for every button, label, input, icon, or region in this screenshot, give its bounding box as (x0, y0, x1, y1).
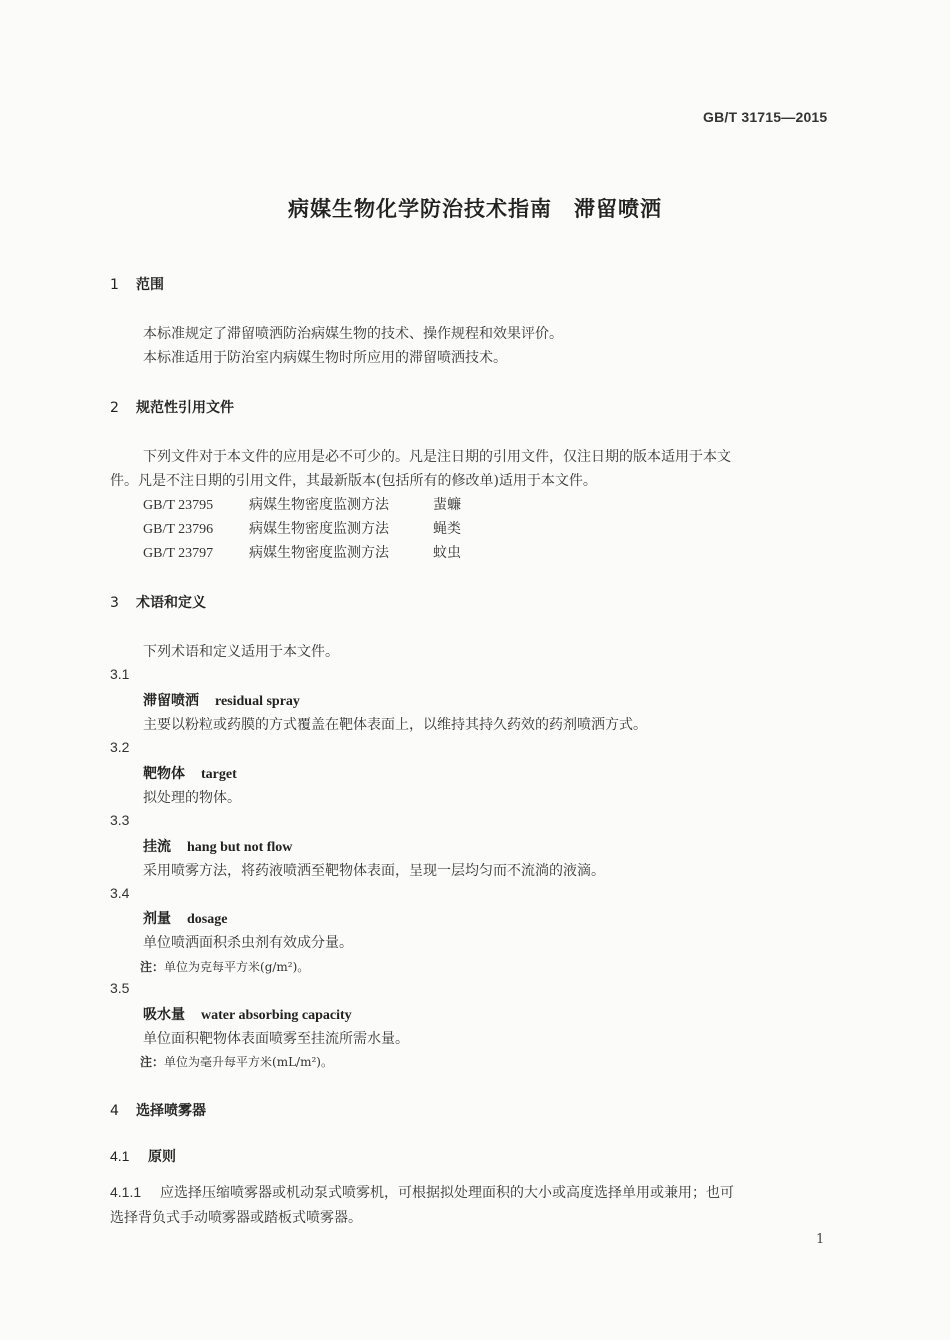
page-number: 1 (816, 1232, 825, 1247)
note-text: 单位为毫升每平方米(mL/m²)。 (164, 1055, 333, 1069)
reference-target: 蝇类 (433, 521, 461, 537)
section-title: 规范性引用文件 (136, 400, 234, 416)
section-4-heading (110, 1100, 206, 1120)
clause-continuation: 选择背负式手动喷雾器或踏板式喷雾器。 (110, 1210, 362, 1226)
paragraph: 件。凡是不注日期的引用文件，其最新版本(包括所有的修改单)适用于本文件。 (110, 473, 597, 489)
term-definition: 拟处理的物体。 (143, 790, 241, 806)
clause-line (110, 1182, 734, 1202)
document-title: 病媒生物化学防治技术指南 滞留喷洒 (288, 197, 662, 221)
term-en: residual spray (215, 694, 300, 709)
section-number: 1 (110, 277, 119, 293)
section-title: 术语和定义 (136, 595, 206, 611)
section-title: 范围 (136, 277, 164, 293)
section-3-heading (110, 592, 206, 612)
term-en: water absorbing capacity (201, 1008, 352, 1023)
reference-name: 病媒生物密度监测方法 (249, 545, 389, 561)
section-1-heading (110, 274, 164, 294)
reference-name: 病媒生物密度监测方法 (249, 521, 389, 537)
term-number: 3.2 (110, 739, 130, 755)
reference-name: 病媒生物密度监测方法 (249, 497, 389, 513)
subsection-heading (110, 1146, 176, 1166)
term-zh: 吸水量 (143, 1007, 185, 1023)
term-definition: 单位面积靶物体表面喷雾至挂流所需水量。 (143, 1031, 409, 1047)
normative-reference (143, 494, 461, 514)
note-label: 注： (140, 1055, 165, 1069)
section-number: 2 (110, 400, 119, 416)
normative-reference (143, 542, 461, 562)
term-en: target (201, 767, 237, 782)
paragraph: 本标准规定了滞留喷洒防治病媒生物的技术、操作规程和效果评价。 (143, 326, 563, 342)
clause-text: 应选择压缩喷雾器或机动泵式喷雾机，可根据拟处理面积的大小或高度选择单用或兼用；也可 (160, 1185, 734, 1201)
reference-target: 蚊虫 (433, 545, 461, 561)
term-heading (143, 836, 292, 856)
term-number: 3.4 (110, 885, 130, 901)
normative-reference (143, 518, 461, 538)
term-en: hang but not flow (187, 840, 293, 855)
term-heading (143, 763, 237, 783)
term-heading (143, 690, 300, 710)
reference-code: GB/T 23796 (143, 522, 214, 537)
term-number: 3.3 (110, 812, 130, 828)
clause-number: 4.1.1 (110, 1184, 142, 1200)
term-note (140, 958, 309, 975)
section-2-heading (110, 397, 234, 417)
note-text: 单位为克每平方米(g/m²)。 (164, 960, 310, 974)
reference-code: GB/T 23797 (143, 546, 214, 561)
term-number: 3.1 (110, 666, 130, 682)
term-heading (143, 908, 227, 928)
section-number: 4 (110, 1103, 119, 1119)
reference-code: GB/T 23795 (143, 498, 214, 513)
term-definition: 采用喷雾方法，将药液喷洒至靶物体表面，呈现一层均匀而不流淌的液滴。 (143, 863, 605, 879)
subsection-number: 4.1 (110, 1148, 130, 1164)
term-definition: 单位喷洒面积杀虫剂有效成分量。 (143, 935, 353, 951)
term-note (140, 1053, 333, 1070)
term-en: dosage (187, 912, 228, 927)
term-heading (143, 1004, 352, 1024)
term-zh: 剂量 (143, 911, 171, 927)
paragraph: 下列术语和定义适用于本文件。 (143, 644, 339, 660)
standard-number: GB/T 31715—2015 (703, 109, 828, 125)
subsection-title: 原则 (148, 1149, 176, 1165)
reference-target: 蜚蠊 (433, 497, 461, 513)
paragraph: 下列文件对于本文件的应用是必不可少的。凡是注日期的引用文件，仅注日期的版本适用于本文 (143, 449, 731, 465)
term-definition: 主要以粉粒或药膜的方式覆盖在靶体表面上，以维持其持久药效的药剂喷洒方式。 (143, 717, 647, 733)
section-title: 选择喷雾器 (136, 1103, 206, 1119)
term-zh: 挂流 (143, 839, 171, 855)
note-label: 注： (140, 960, 165, 974)
term-number: 3.5 (110, 980, 130, 996)
paragraph: 本标准适用于防治室内病媒生物时所应用的滞留喷洒技术。 (143, 350, 507, 366)
term-zh: 滞留喷洒 (143, 693, 199, 709)
term-zh: 靶物体 (143, 766, 185, 782)
section-number: 3 (110, 595, 119, 611)
